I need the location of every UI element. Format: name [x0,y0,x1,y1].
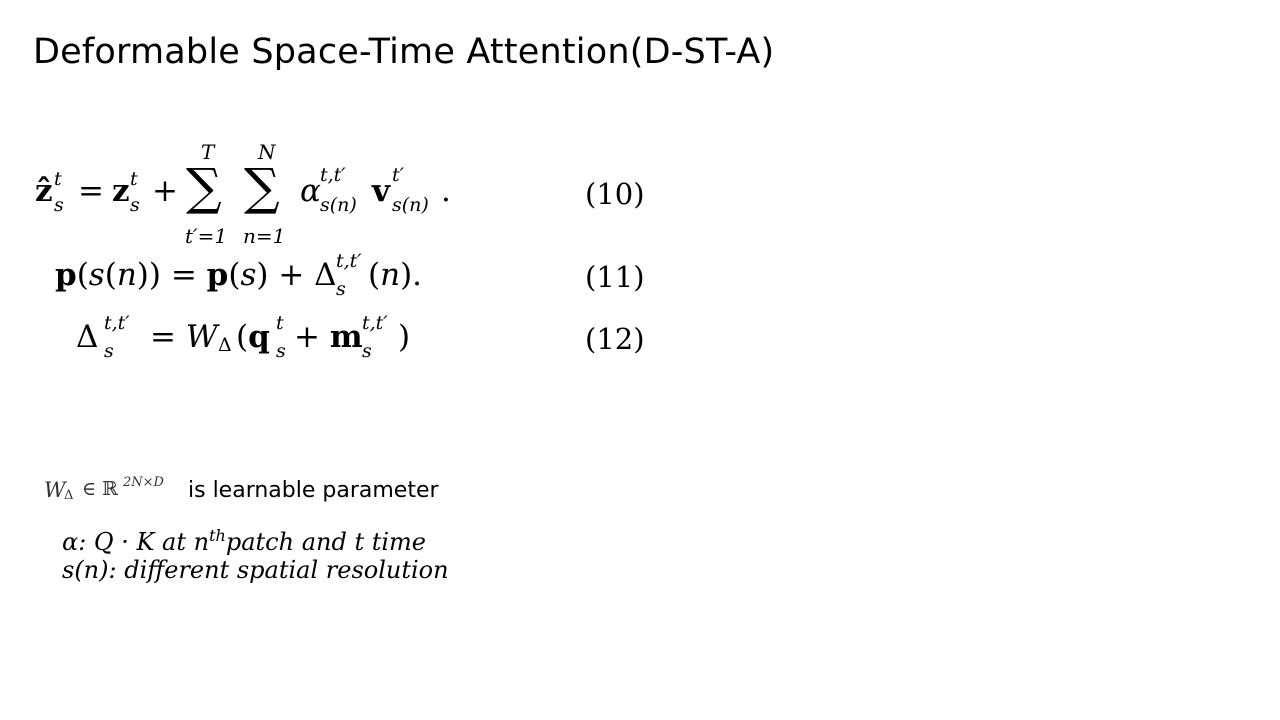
resolution-definition: s(n): different spatial resolution [62,556,449,584]
alpha-definition: α: Q · K at $n^{th}patch$ and t time [62,526,426,556]
slide-title: Deformable Space-Time Attention(D-ST-A) [33,32,775,72]
equation-number: (12) [585,322,645,356]
equation-number: (10) [585,177,645,211]
param-description: is learnable parameter [188,478,439,503]
equation-number: (11) [585,260,645,294]
